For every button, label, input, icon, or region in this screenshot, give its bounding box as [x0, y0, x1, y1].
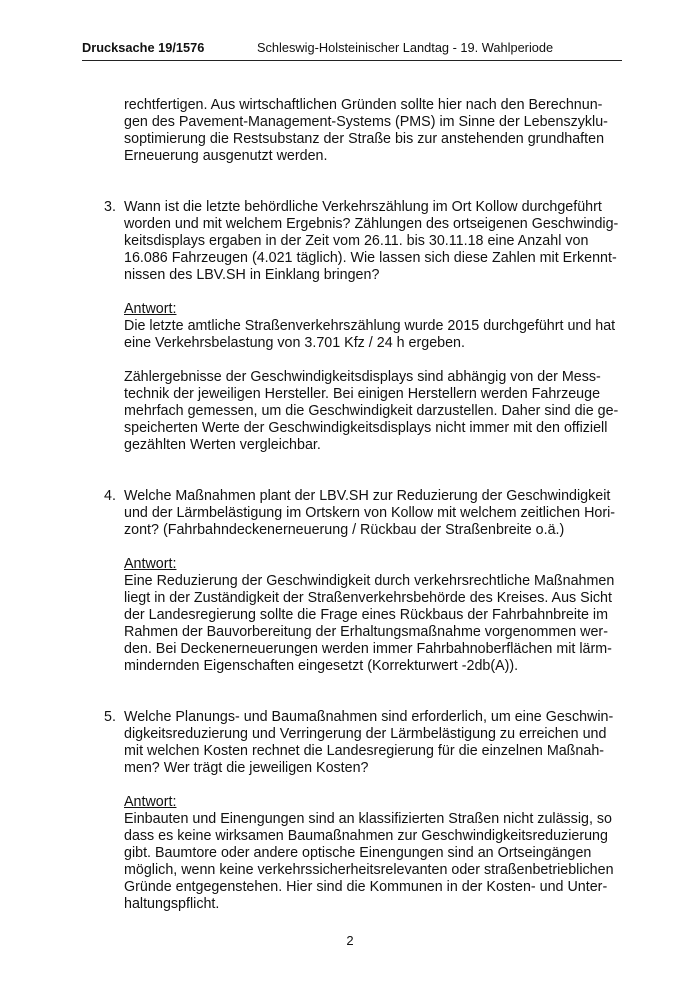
- question-text: [124, 199, 622, 284]
- text-line: Wann ist die letzte behördliche Verkehrszählung im Ort Kollow durchgeführt: [124, 199, 602, 215]
- document-body: [82, 97, 622, 913]
- text-line: technik der jeweiligen Hersteller. Bei einigen Herstellern werden Fahrzeuge: [124, 386, 601, 402]
- question-5: [82, 709, 622, 777]
- text-line: Zählergebnisse der Geschwindigkeitsdisplays sind abhängig von der Mess-: [124, 369, 601, 385]
- text-line: eine Verkehrsbelastung von 3.701 Kfz / 24 h ergeben.: [124, 335, 465, 351]
- question-number: 5.: [104, 709, 116, 725]
- intro-paragraph: [124, 97, 622, 165]
- text-line: und der Lärmbelästigung im Ortskern von Kollow mit welchem zeitlichen Hori-: [124, 505, 616, 521]
- text-line: liegt in der Zuständigkeit der Straßenverkehrsbehörde des Kreises. Aus Sicht: [124, 590, 612, 606]
- text-line: mehrfach gemessen, um die Geschwindigkeit darzustellen. Daher sind die ge-: [124, 403, 619, 419]
- text-line: worden und mit welchem Ergebnis? Zählungen des ortseigenen Geschwindig-: [124, 216, 619, 232]
- text-line: zont? (Fahrbahndeckenerneuerung / Rückbau der Straßenbreite o.ä.): [124, 522, 565, 538]
- answer-paragraph: [124, 811, 622, 913]
- question-number: 3.: [104, 199, 116, 215]
- answer-paragraph: [124, 573, 622, 675]
- text-line: mit welchen Kosten rechnet die Landesregierung für die einzelnen Maßnah-: [124, 743, 605, 759]
- text-line: Eine Reduzierung der Geschwindigkeit durch verkehrsrechtliche Maßnahmen: [124, 573, 615, 589]
- text-line: gibt. Baumtore oder andere optische Einengungen sind an Ortseingängen: [124, 845, 592, 861]
- text-line: dass es keine wirksamen Baumaßnahmen zur Geschwindigkeitsreduzierung: [124, 828, 608, 844]
- text-line: Einbauten und Einengungen sind an klassifizierten Straßen nicht zulässig, so: [124, 811, 612, 827]
- text-line: Welche Maßnahmen plant der LBV.SH zur Reduzierung der Geschwindigkeit: [124, 488, 611, 504]
- text-line: Die letzte amtliche Straßenverkehrszählung wurde 2015 durchgeführt und hat: [124, 318, 616, 334]
- text-line: Welche Planungs- und Baumaßnahmen sind erforderlich, um eine Geschwin-: [124, 709, 614, 725]
- answer-label: Antwort:: [124, 794, 177, 810]
- answer-label: Antwort:: [124, 556, 177, 572]
- text-line: Gründe entgegenstehen. Hier sind die Kommunen in der Kosten- und Unter-: [124, 879, 608, 895]
- text-line: nissen des LBV.SH in Einklang bringen?: [124, 267, 380, 283]
- question-4: [82, 488, 622, 539]
- text-line: Erneuerung ausgenutzt werden.: [124, 148, 328, 164]
- text-line: digkeitsreduzierung und Verringerung der Lärmbelästigung zu erreichen und: [124, 726, 607, 742]
- page-header: [82, 38, 622, 61]
- question-number: 4.: [104, 488, 116, 504]
- text-line: haltungspflicht.: [124, 896, 220, 912]
- text-line: speicherten Werte der Geschwindigkeitsdisplays nicht immer mit den offiziell: [124, 420, 608, 436]
- text-line: 16.086 Fahrzeugen (4.021 täglich). Wie lassen sich diese Zahlen mit Erkennt-: [124, 250, 617, 266]
- text-line: gezählten Werten vergleichbar.: [124, 437, 321, 453]
- text-line: keitsdisplays ergaben in der Zeit vom 26.11. bis 30.11.18 eine Anzahl von: [124, 233, 589, 249]
- text-line: der Landesregierung sollte die Frage eines Rückbaus der Fahrbahnbreite im: [124, 607, 608, 623]
- text-line: den. Bei Deckenerneuerungen werden immer Fahrbahnoberflächen mit lärm-: [124, 641, 612, 657]
- parliament-title: Schleswig-Holsteinischer Landtag - 19. Wahlperiode: [257, 40, 554, 55]
- page-number: 2: [346, 933, 354, 948]
- answer-label: Antwort:: [124, 301, 177, 317]
- question-text: [124, 709, 622, 777]
- question-text: [124, 488, 622, 539]
- text-line: soptimierung die Restsubstanz der Straße bis zur anstehenden grundhaften: [124, 131, 605, 147]
- answer-paragraph: [124, 369, 622, 454]
- text-line: möglich, wenn keine verkehrssicherheitsrelevanten oder straßenbetrieblichen: [124, 862, 614, 878]
- text-line: mindernden Eigenschaften eingesetzt (Korrekturwert -2db(A)).: [124, 658, 519, 674]
- answer-paragraph: [124, 318, 622, 352]
- document-number: Drucksache 19/1576: [82, 40, 205, 55]
- text-line: gen des Pavement-Management-Systems (PMS) im Sinne der Lebenszyklu-: [124, 114, 608, 130]
- text-line: Rahmen der Bauvorbereitung der Erhaltungsmaßnahme vorgenommen wer-: [124, 624, 608, 640]
- text-line: rechtfertigen. Aus wirtschaftlichen Gründen sollte hier nach den Berechnun-: [124, 97, 603, 113]
- text-line: men? Wer trägt die jeweiligen Kosten?: [124, 760, 369, 776]
- question-3: [82, 199, 622, 284]
